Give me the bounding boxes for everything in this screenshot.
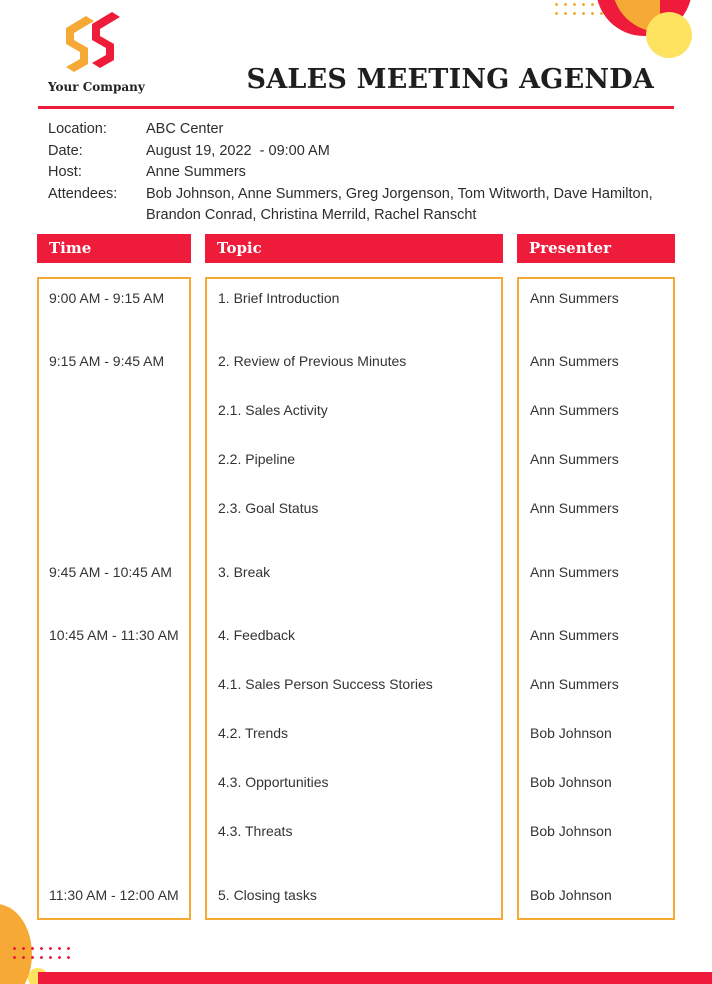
decorative-circle (646, 12, 692, 58)
row-presenter: Bob Johnson (530, 774, 612, 790)
row-topic: 2.1. Sales Activity (218, 402, 328, 418)
row-topic: 4.3. Opportunities (218, 774, 329, 790)
row-presenter: Bob Johnson (530, 887, 612, 903)
row-topic: 4.3. Threats (218, 823, 293, 839)
row-time: 9:15 AM - 9:45 AM (49, 353, 165, 369)
row-topic: 2. Review of Previous Minutes (218, 353, 407, 369)
host-row (48, 162, 684, 184)
presenter-column-header: Presenter (517, 234, 675, 263)
row-presenter: Ann Summers (530, 627, 619, 643)
company-name: Your Company (48, 80, 145, 94)
row-topic: 4. Feedback (218, 627, 296, 643)
row-topic: 2.3. Goal Status (218, 500, 319, 516)
attendees-value: Bob Johnson, Anne Summers, Greg Jorgenson, Tom Witworth, Dave Hamilton, Brandon Conrad, Christina Merrild, Rachel Ranscht (146, 185, 653, 223)
row-time: 9:45 AM - 10:45 AM (49, 564, 172, 580)
attendees-label: Attendees: (48, 185, 118, 202)
row-time: 10:45 AM - 11:30 AM (49, 627, 179, 643)
row-presenter: Ann Summers (530, 676, 619, 692)
row-presenter: Bob Johnson (530, 823, 612, 839)
company-logo-icon (64, 10, 124, 76)
row-topic: 4.2. Trends (218, 725, 289, 741)
row-presenter: Ann Summers (530, 353, 619, 369)
decorative-shapes-top (552, 0, 712, 70)
host-value: Anne Summers (146, 164, 246, 180)
row-topic: 5. Closing tasks (218, 887, 317, 903)
date-value: August 19, 2022 - 09:00 AM (146, 142, 330, 159)
location-row (48, 119, 684, 141)
row-time: 11:30 AM - 12:00 AM (49, 887, 179, 903)
row-presenter: Ann Summers (530, 451, 619, 467)
row-topic: 2.2. Pipeline (218, 451, 296, 467)
date-label: Date: (48, 142, 83, 159)
location-value: ABC Center (146, 121, 224, 137)
time-column (37, 277, 191, 920)
attendees-row (48, 184, 684, 227)
topic-column-header: Topic (205, 234, 503, 263)
footer-bar (38, 972, 712, 984)
row-topic: 1. Brief Introduction (218, 290, 340, 306)
row-time: 9:00 AM - 9:15 AM (49, 290, 165, 306)
date-row (48, 141, 684, 163)
row-presenter: Ann Summers (530, 500, 619, 516)
page-title: SALES MEETING AGENDA (246, 64, 654, 95)
row-presenter: Ann Summers (530, 290, 619, 306)
divider (38, 106, 674, 109)
row-presenter: Ann Summers (530, 402, 619, 418)
row-topic: 3. Break (218, 564, 271, 580)
row-topic: 4.1. Sales Person Success Stories (218, 676, 433, 692)
row-presenter: Bob Johnson (530, 725, 612, 741)
meeting-details (48, 119, 684, 227)
row-presenter: Ann Summers (530, 564, 619, 580)
decorative-dots (10, 944, 70, 964)
host-label: Host: (48, 164, 82, 180)
time-column-header: Time (37, 234, 191, 263)
location-label: Location: (48, 121, 107, 137)
